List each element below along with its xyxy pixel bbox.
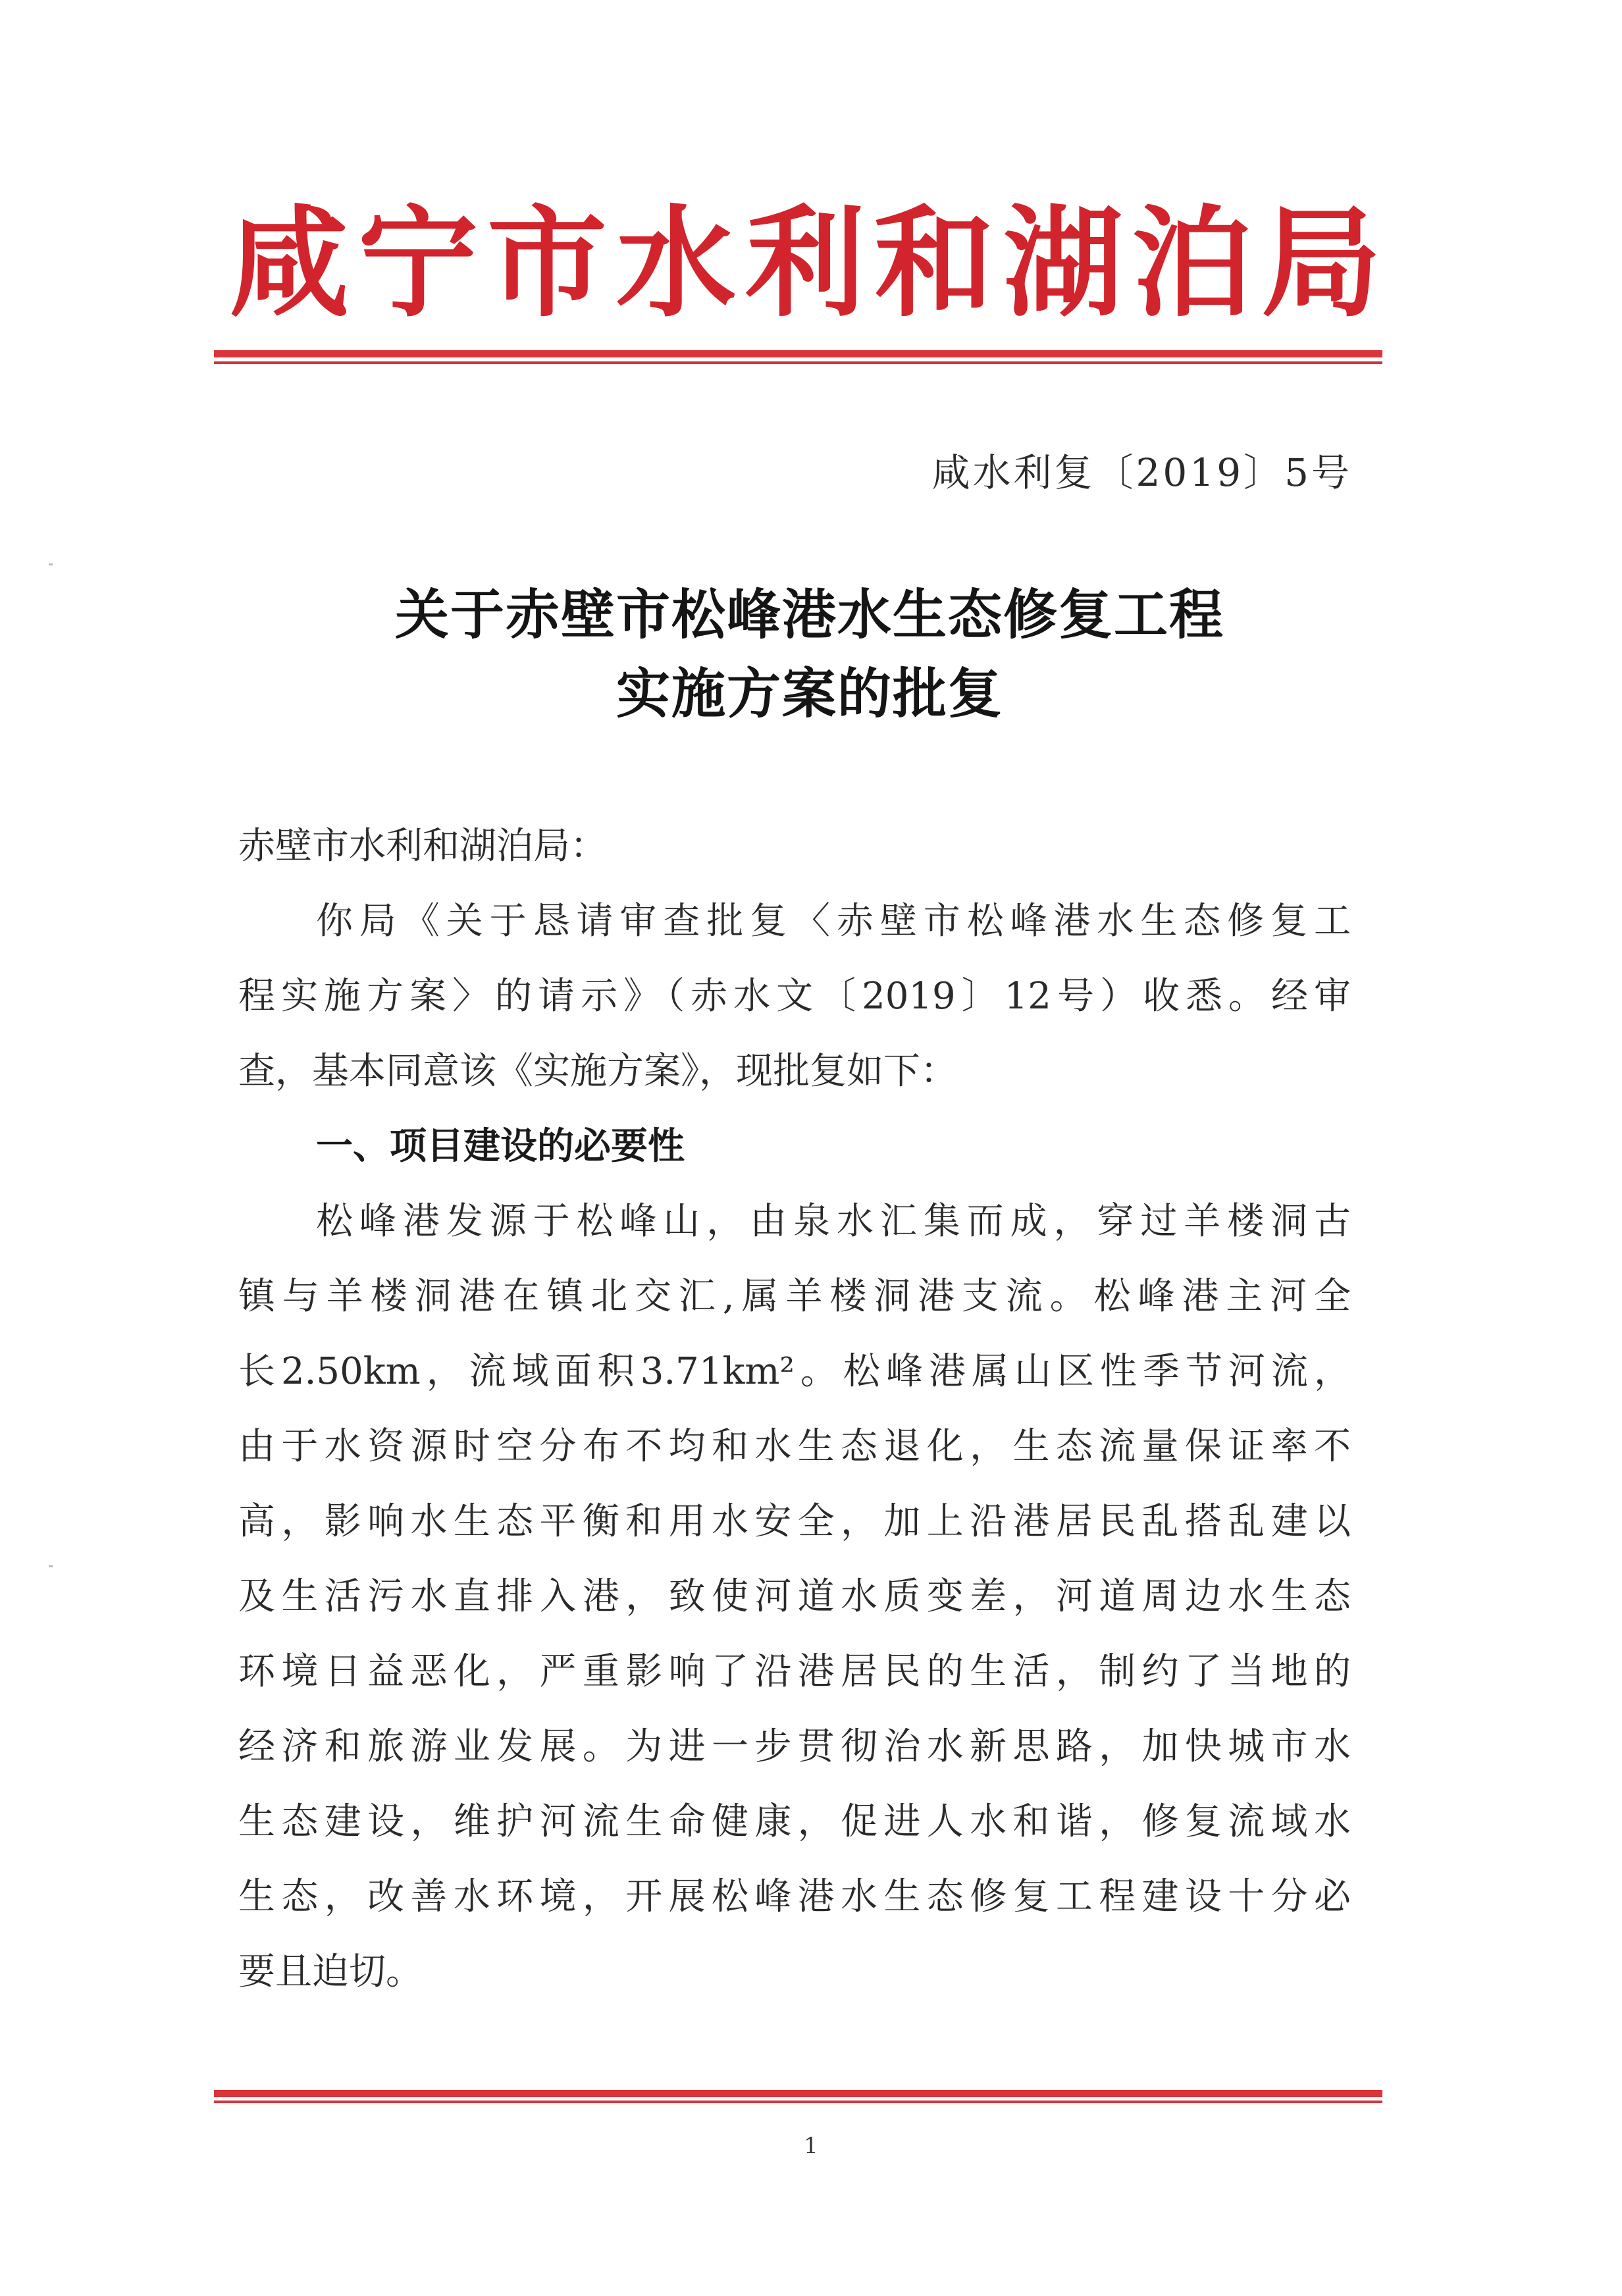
header-divider-thick	[214, 350, 1382, 357]
paragraph-line: 生态建设，维护河流生命健康，促进人水和谐，修复流域水	[238, 1800, 1351, 1843]
footer-divider	[214, 2090, 1382, 2106]
section-heading: 一、项目建设的必要性	[316, 1125, 685, 1168]
paragraph-line: 程实施方案〉的请示》（赤水文〔2019〕12号）收悉。经审	[238, 975, 1351, 1018]
page-number: 1	[804, 2133, 818, 2159]
scan-speck	[49, 1565, 53, 1567]
paragraph-line: 高，影响水生态平衡和用水安全，加上沿港居民乱搭乱建以	[238, 1500, 1351, 1543]
header-divider-thin	[214, 361, 1382, 364]
document-title-line-1: 关于赤壁市松峰港水生态修复工程	[394, 584, 1224, 646]
document-title-line-2: 实施方案的批复	[615, 663, 1003, 725]
org-letterhead: 咸宁市水利和湖泊局	[229, 194, 1390, 333]
scan-speck	[49, 563, 53, 565]
paragraph-line: 要且迫切。	[238, 1950, 423, 1993]
paragraph-line: 经济和旅游业发展。为进一步贯彻治水新思路，加快城市水	[238, 1725, 1351, 1768]
addressee: 赤壁市水利和湖泊局：	[238, 825, 607, 868]
paragraph-line: 长2.50km，流域面积3.71km²。松峰港属山区性季节河流，	[238, 1350, 1351, 1393]
header-divider	[214, 350, 1382, 366]
paragraph-line: 镇与羊楼洞港在镇北交汇,属羊楼洞港支流。松峰港主河全	[238, 1275, 1351, 1318]
paragraph-line: 松峰港发源于松峰山，由泉水汇集而成，穿过羊楼洞古	[316, 1200, 1351, 1243]
paragraph-line: 你局《关于恳请审查批复〈赤壁市松峰港水生态修复工	[316, 900, 1351, 943]
paragraph-line: 及生活污水直排入港，致使河道水质变差，河道周边水生态	[238, 1575, 1351, 1618]
paragraph-line: 环境日益恶化，严重影响了沿港居民的生活，制约了当地的	[238, 1650, 1351, 1693]
paragraph-line: 生态，改善水环境，开展松峰港水生态修复工程建设十分必	[238, 1875, 1351, 1918]
paragraph-line: 由于水资源时空分布不均和水生态退化，生态流量保证率不	[238, 1425, 1351, 1468]
document-number: 咸水利复〔2019〕5号	[931, 450, 1352, 495]
paragraph-line: 查，基本同意该《实施方案》，现批复如下：	[238, 1050, 957, 1093]
footer-divider-thin	[214, 2100, 1382, 2103]
footer-divider-thick	[214, 2090, 1382, 2097]
